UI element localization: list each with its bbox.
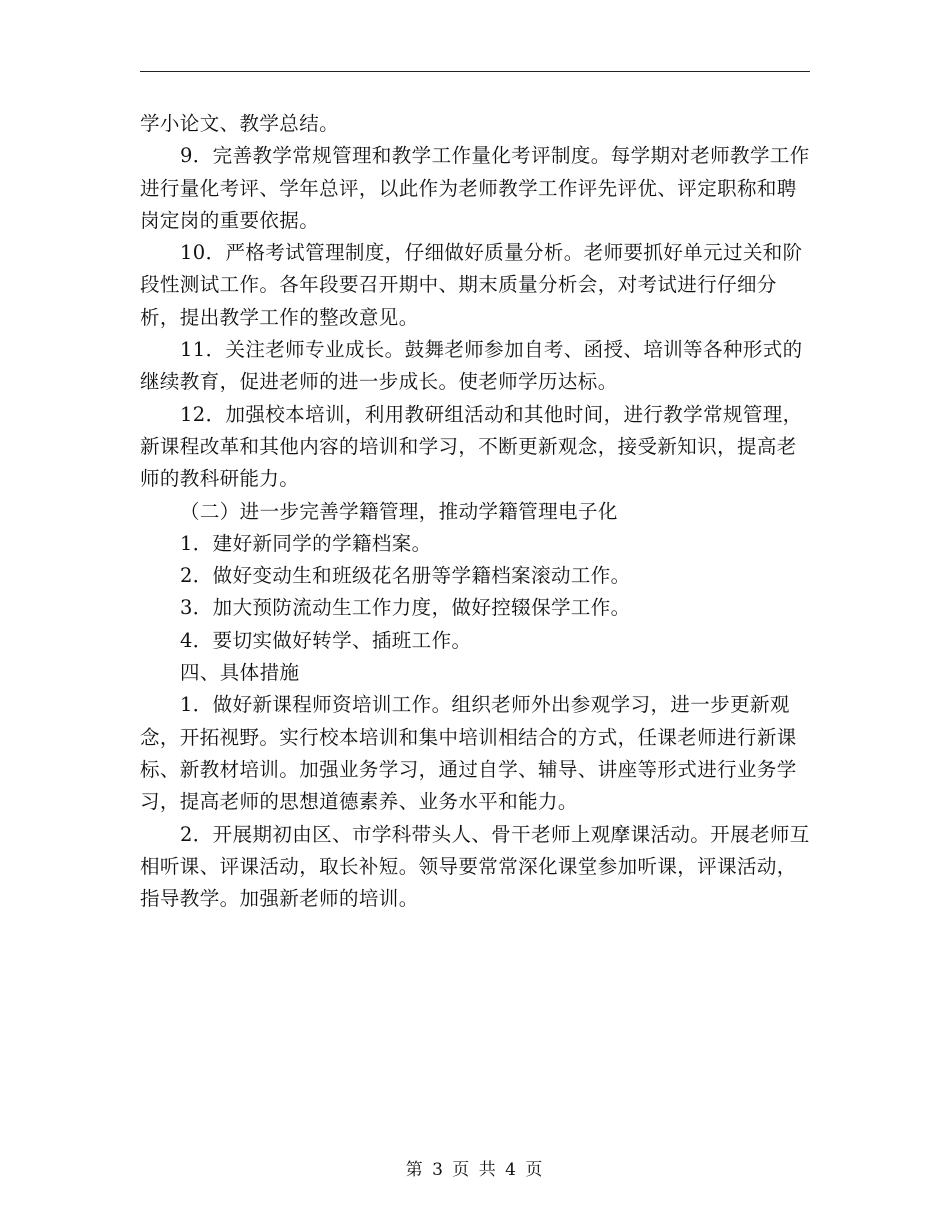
paragraph-item-12: 12．加强校本培训，利用教研组活动和其他时间，进行教学常规管理，新课程改革和其他内容的培训和学习，不断更新观念，接受新知识，提高老师的教科研能力。 xyxy=(140,402,803,491)
section-heading-4: 四、具体措施 xyxy=(179,661,300,685)
paragraph-item-10: 10．严格考试管理制度，仔细做好质量分析。老师要抓好单元过关和阶段性测试工作。各年段要召开期中、期末质量分析会，对考试进行仔细分析，提出教学工作的整改意见。 xyxy=(140,241,803,329)
paragraph-item-11: 11．关注老师专业成长。鼓舞老师参加自考、函授、培训等各种形式的继续教育，促进老师的进一步成长。使老师学历达标。 xyxy=(140,338,803,394)
page-number-footer: 第 3 页 共 4 页 xyxy=(405,1160,545,1180)
paragraph-record-4: 4．要切实做好转学、插班工作。 xyxy=(179,628,472,652)
header-rule xyxy=(140,71,810,72)
paragraph-continuation: 学小论文、教学总结。 xyxy=(140,112,340,135)
document-body xyxy=(140,108,812,915)
paragraph-record-1: 1．建好新同学的学籍档案。 xyxy=(179,531,432,555)
paragraph-record-2: 2．做好变动生和班级花名册等学籍档案滚动工作。 xyxy=(179,564,631,588)
paragraph-record-3: 3．加大预防流动生工作力度，做好控辍保学工作。 xyxy=(179,596,631,620)
paragraph-measure-2: 2．开展期初由区、市学科带头人、骨干老师上观摩课活动。开展老师互相听课、评课活动，取长补短。领导要常常深化课堂参加听课，评课活动，指导教学。加强新老师的培训。 xyxy=(140,822,810,911)
paragraph-measure-1: 1．做好新课程师资培训工作。组织老师外出参观学习，进一步更新观念，开拓视野。实行校本培训和集中培训相结合的方式，任课老师进行新课标、新教材培训。加强业务学习，通过自学、辅导、讲座等形式进行业务学习，提高老师的思想道德素养、业务水平和能力。 xyxy=(140,693,797,814)
paragraph-item-9: 9．完善教学常规管理和教学工作量化考评制度。每学期对老师教学工作进行量化考评、学年总评，以此作为老师教学工作评先评优、评定职称和聘岗定岗的重要依据。 xyxy=(140,144,810,232)
section-heading-2: （二）进一步完善学籍管理，推动学籍管理电子化 xyxy=(179,499,618,523)
